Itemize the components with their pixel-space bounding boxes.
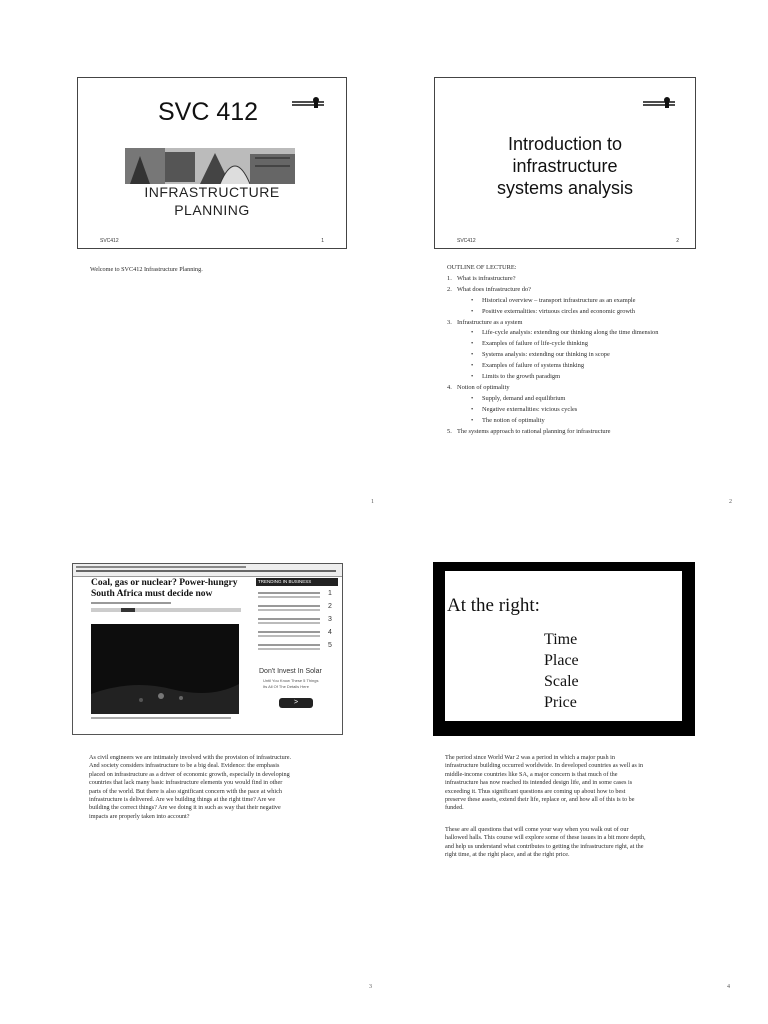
outline-subitem: • Examples of failure of life-cycle thinking: [447, 339, 658, 350]
page-number: 3: [369, 984, 372, 990]
outline-subitem: • The notion of optimality: [447, 416, 658, 427]
outline-subitem: • Positive externalities: virtuous circles and economic growth: [447, 307, 658, 318]
slide-number: 1: [321, 238, 324, 244]
outline-subitem: • Supply, demand and equilibrium: [447, 394, 658, 405]
outline-subitem: • Examples of failure of systems thinking: [447, 361, 658, 372]
article-photo: [91, 624, 239, 714]
outline-item-text: Notion of optimality: [457, 383, 510, 391]
outline-heading: OUTLINE OF LECTURE:: [447, 264, 517, 271]
trending-item[interactable]: [258, 605, 320, 607]
outline-subitem: • Life-cycle analysis: extending our thinking along the time dimension: [447, 328, 658, 339]
ad-title: Don't Invest In Solar: [259, 668, 322, 675]
trending-item[interactable]: [258, 592, 320, 594]
notes-line: exceeding it. Thus significant questions are coming up about how to best: [445, 787, 626, 795]
outline-item-text: Infrastructure as a system: [457, 318, 523, 326]
trending-rank: 3: [328, 616, 332, 623]
notes-line: infrastructure is delivered. Are we building things at the right time? Are we: [89, 796, 276, 804]
slide-subtitle-line1: INFRASTRUCTURE: [144, 184, 280, 200]
slide-list-item: Place: [544, 652, 579, 669]
slide-3-news-screenshot: [72, 563, 343, 735]
page-number: 4: [727, 984, 730, 990]
slide-list-item: Scale: [544, 673, 579, 690]
ad-line-2: Its All Of The Details Here: [263, 684, 309, 689]
outline-item: [447, 318, 658, 329]
slide-title-line2: infrastructure: [512, 156, 618, 176]
photo-caption: [91, 717, 231, 719]
outline-item-number: 1.: [447, 274, 452, 282]
notes-slide-1: Welcome to SVC412 Infrastructure Planning.: [90, 266, 203, 273]
notes-line: These are all questions that will come your way when you walk out of our: [445, 826, 629, 833]
slide-title-line1: Introduction to: [507, 134, 623, 154]
slide-list-item: Time: [544, 631, 578, 648]
slide-heading: At the right:: [447, 595, 540, 616]
infrastructure-photo: [125, 148, 295, 184]
notes-line: As civil engineers we are intimately involved with the provision of infrastructure.: [89, 754, 292, 761]
notes-line: infrastructure building occurred worldwide. In developed countries as well as in: [445, 762, 644, 770]
page-number: 2: [729, 499, 732, 505]
slide-footer: SVC412: [457, 238, 476, 244]
slide-footer: SVC412: [100, 238, 119, 244]
slide-number: 2: [676, 238, 679, 244]
notes-slide-3: [89, 754, 291, 821]
notes-line: countries that lack many basic infrastructure elements you would find in other: [89, 779, 283, 787]
outline-item-number: 2.: [447, 285, 452, 293]
slide-list-item: Price: [544, 694, 577, 711]
outline-subitem: • Systems analysis: extending our thinking in scope: [447, 350, 658, 361]
outline-item: [447, 274, 658, 285]
notes-line: preserve these assets, extend their life, replace or, and how all of this is to be: [445, 796, 635, 804]
slide-4: [433, 562, 695, 736]
notes-slide-4a: [445, 754, 643, 813]
slide-title: SVC 412: [158, 98, 259, 126]
outline-subitem: • Historical overview – transport infrastructure as an example: [447, 296, 658, 307]
share-bar: [91, 608, 241, 612]
slide-4-screen: [445, 571, 682, 721]
notes-line: funded.: [445, 804, 464, 812]
slide-title-line3: systems analysis: [496, 178, 634, 198]
outline-item-number: 3.: [447, 318, 452, 326]
notes-line: right time, at the right place, and at the right price.: [445, 851, 570, 859]
outline-subitem: • Negative externalities: vicious cycles: [447, 405, 658, 416]
ad-button[interactable]: [279, 698, 313, 708]
notes-line: placed on infrastructure as a driver of economic growth, especially in developing: [89, 770, 290, 778]
article-headline-line2: South Africa must decide now: [91, 589, 213, 599]
notes-line: infrastructure has now reached its intended design life, and in some cases is: [445, 779, 633, 787]
outline-item-text: The systems approach to rational planning for infrastructure: [457, 427, 611, 435]
notes-line: The period since World War 2 was a period in which a major push in: [445, 754, 615, 761]
lecture-outline: [447, 263, 658, 438]
trending-item[interactable]: [258, 644, 320, 646]
university-logo-icon: [290, 94, 326, 112]
ad-line-1: Until You Know These 5 Things: [263, 678, 319, 683]
notes-line: impacts are properly taken into account?: [89, 812, 190, 820]
article-headline-line1: Coal, gas or nuclear? Power-hungry: [91, 578, 238, 588]
university-logo-icon: [641, 94, 677, 112]
trending-item[interactable]: [258, 631, 320, 633]
trending-rank: 1: [328, 590, 332, 597]
notes-line: parts of the world. But there is also significant concern with the pace at which: [89, 787, 282, 795]
slide-1: [77, 77, 347, 249]
outline-item-text: What is infrastructure?: [457, 274, 516, 282]
notes-line: And society considers infrastructure to be a big deal. Evidence: the emphasis: [89, 762, 280, 770]
notes-line: hallowed halls. This course will explore some of these issues in a bit more depth,: [445, 834, 646, 842]
byline: [91, 602, 171, 604]
notes-line: middle-income countries like SA, a major concern is that much of the: [445, 770, 618, 778]
trending-rank: 2: [328, 603, 332, 610]
trending-item[interactable]: [258, 618, 320, 620]
sidebar-heading: TRENDING IN BUSINESS: [256, 578, 338, 586]
outline-item: [447, 427, 658, 438]
outline-item-text: What does infrastructure do?: [457, 285, 531, 293]
outline-subitem: • Limits to the growth paradigm: [447, 372, 658, 383]
outline-item: [447, 285, 658, 296]
slide-subtitle-line2: PLANNING: [174, 202, 250, 218]
trending-rank: 5: [328, 642, 332, 649]
notes-line: and help us understand what contributes to getting the infrastructure right, at the: [445, 842, 644, 850]
slide-2: [434, 77, 696, 249]
outline-item-number: 5.: [447, 427, 452, 435]
browser-toolbar: [73, 564, 342, 577]
outline-item-number: 4.: [447, 383, 452, 391]
notes-line: building the correct things? Are we doing it in such as way that their negative: [89, 804, 281, 812]
notes-slide-4b: [445, 826, 646, 860]
page-number: 1: [371, 499, 374, 505]
outline-item: [447, 383, 658, 394]
chevron-right-icon: >: [293, 699, 299, 706]
trending-rank: 4: [328, 629, 332, 636]
